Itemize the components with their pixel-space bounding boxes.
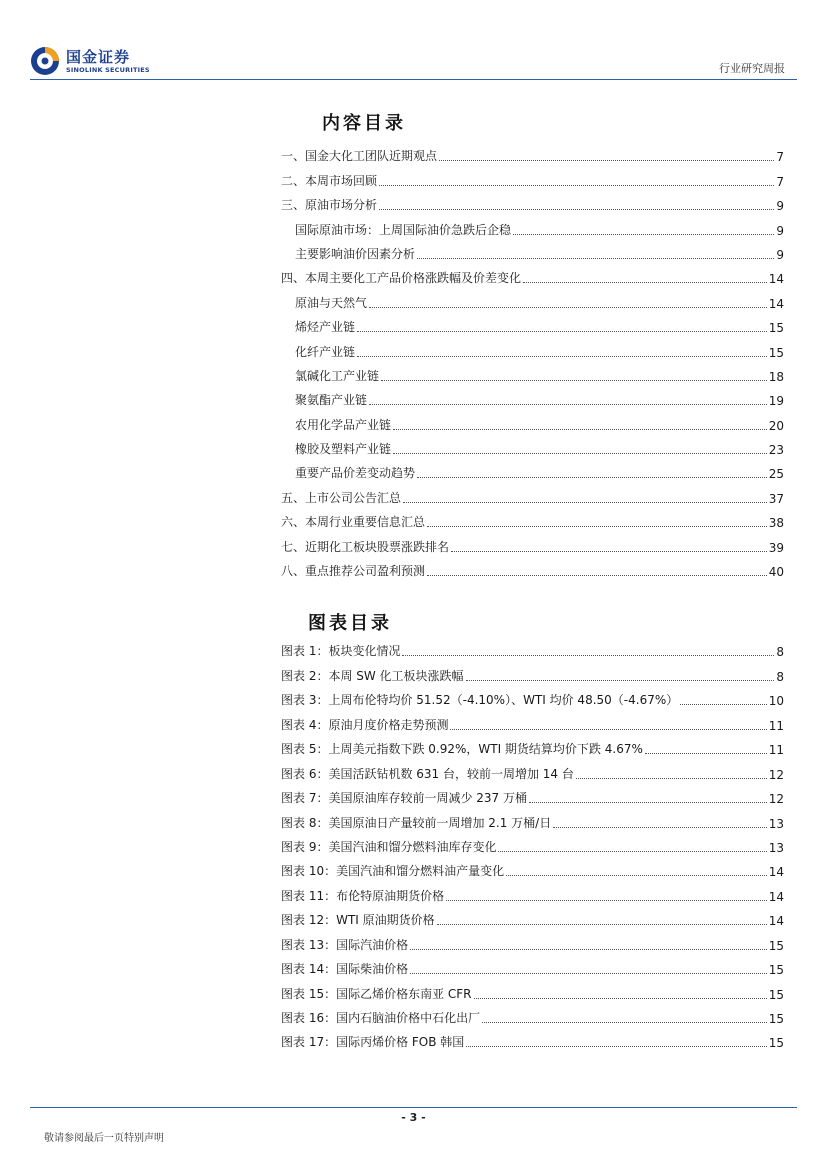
contents-entry[interactable] (281, 164, 784, 188)
chart-entry-title: 图表 12：WTI 原油期货价格 (281, 913, 435, 928)
chart-entry[interactable] (281, 855, 784, 879)
contents-entry[interactable] (281, 555, 784, 579)
dot-leader (417, 257, 774, 259)
dot-leader (410, 972, 767, 974)
contents-title: 内容目录 (322, 113, 406, 134)
chart-entry[interactable] (281, 879, 784, 903)
contents-entry-title: 五、上市公司公告汇总 (281, 490, 402, 505)
contents-entry[interactable] (281, 433, 784, 457)
chart-entry-page: 15 (768, 1036, 784, 1051)
chart-entry-title: 图表 17：国际丙烯价格 FOB 韩国 (281, 1035, 465, 1050)
contents-entry-page: 9 (776, 247, 784, 262)
dot-leader (439, 159, 774, 161)
chart-entry[interactable] (281, 953, 784, 977)
chart-entry[interactable] (281, 708, 784, 732)
contents-entry-page: 37 (768, 491, 784, 506)
contents-entry-title: 六、本周行业重要信息汇总 (281, 515, 426, 530)
contents-entry-page: 14 (768, 296, 784, 311)
contents-entry-page: 39 (768, 540, 784, 555)
dot-leader (466, 1045, 766, 1047)
dot-leader (576, 777, 767, 779)
dot-leader (451, 550, 767, 552)
chart-entry-title: 图表 15：国际乙烯价格东南亚 CFR (281, 986, 472, 1001)
contents-entry[interactable] (281, 457, 784, 481)
chart-entry-page: 14 (768, 914, 784, 929)
dot-leader (680, 703, 766, 705)
chart-entry-title: 图表 14：国际柴油价格 (281, 962, 409, 977)
chart-entry-title: 图表 1：板块变化情况 (281, 644, 401, 659)
chart-entry[interactable] (281, 831, 784, 855)
chart-entry-title: 图表 6：美国活跃钻机数 631 台，较前一周增加 14 台 (281, 766, 574, 781)
disclaimer-note: 敬请参阅最后一页特别声明 (44, 1133, 164, 1144)
contents-entry-page: 20 (768, 418, 784, 433)
contents-entry-title: 七、近期化工板块股票涨跌排名 (281, 539, 450, 554)
contents-entry-page: 18 (768, 369, 784, 384)
contents-entry-title: 农用化学品产业链 (295, 417, 392, 432)
chart-entry-title: 图表 5：上周美元指数下跌 0.92%，WTI 期货结算均价下跌 4.67% (281, 742, 643, 757)
contents-entry[interactable] (281, 262, 784, 286)
contents-entry[interactable] (281, 408, 784, 432)
dot-leader (466, 679, 775, 681)
dot-leader (446, 899, 767, 901)
chart-entry[interactable] (281, 684, 784, 708)
chart-entry-page: 15 (768, 987, 784, 1002)
chart-entry[interactable] (281, 806, 784, 830)
chart-entry-title: 图表 13：国际汽油价格 (281, 937, 409, 952)
contents-entry-page: 7 (776, 150, 784, 165)
dot-leader (450, 728, 766, 730)
contents-entry[interactable] (281, 335, 784, 359)
chart-entry-title: 图表 10：美国汽油和馏分燃料油产量变化 (281, 864, 505, 879)
chart-entry[interactable] (281, 1002, 784, 1026)
chart-entry[interactable] (281, 733, 784, 757)
contents-entry-title: 重要产品价差变动趋势 (295, 466, 416, 481)
contents-entry-page: 23 (768, 443, 784, 458)
contents-entry[interactable] (281, 189, 784, 213)
contents-entry-title: 主要影响油价因素分析 (295, 246, 416, 261)
chart-entry-page: 13 (768, 840, 784, 855)
contents-entry[interactable] (281, 384, 784, 408)
chart-entry-page: 15 (768, 963, 784, 978)
contents-entry-title: 三、原油市场分析 (281, 198, 378, 213)
dot-leader (393, 428, 767, 430)
page-number: - 3 - (401, 1111, 426, 1124)
contents-entry-title: 氯碱化工产业链 (295, 368, 380, 383)
contents-entry-page: 40 (768, 565, 784, 580)
contents-list (281, 140, 784, 579)
contents-entry-title: 国际原油市场：上周国际油价急跌后企稳 (295, 222, 512, 237)
contents-entry-page: 14 (768, 272, 784, 287)
chart-entry-title: 图表 16：国内石脑油价格中石化出厂 (281, 1011, 481, 1025)
company-logo (30, 46, 160, 78)
footer-divider (30, 1107, 797, 1108)
dot-leader (381, 379, 767, 381)
chart-entry-page: 12 (768, 767, 784, 782)
dot-leader (645, 752, 767, 754)
dot-leader (529, 801, 767, 803)
contents-entry[interactable] (281, 140, 784, 164)
contents-entry-title: 原油与天然气 (295, 295, 368, 310)
chart-entry[interactable] (281, 782, 784, 806)
contents-entry[interactable] (281, 286, 784, 310)
sinolink-logo-icon (30, 46, 60, 76)
dot-leader (553, 826, 767, 828)
contents-entry[interactable] (281, 360, 784, 384)
charts-list (281, 635, 784, 1050)
dot-leader (427, 574, 767, 576)
contents-entry-page: 15 (768, 345, 784, 360)
chart-entry-title: 图表 4：原油月度价格走势预测 (281, 717, 449, 732)
dot-leader (474, 997, 767, 999)
chart-entry-page: 14 (768, 889, 784, 904)
chart-entry[interactable] (281, 635, 784, 659)
chart-entry-page: 11 (768, 718, 784, 733)
contents-entry-page: 9 (776, 223, 784, 238)
dot-leader (417, 476, 767, 478)
dot-leader (482, 1021, 767, 1023)
contents-entry-title: 烯烃产业链 (295, 320, 356, 335)
chart-entry-page: 12 (768, 792, 784, 807)
dot-leader (427, 525, 767, 527)
report-type: 行业研究周报 (719, 62, 785, 75)
chart-entry[interactable] (281, 659, 784, 683)
dot-leader (357, 355, 767, 357)
dot-leader (513, 233, 774, 235)
chart-entry[interactable] (281, 757, 784, 781)
chart-entry-page: 15 (768, 938, 784, 953)
dot-leader (506, 874, 767, 876)
contents-entry-page: 15 (768, 321, 784, 336)
chart-entry-title: 图表 8：美国原油日产量较前一周增加 2.1 万桶/日 (281, 815, 552, 830)
dot-leader (369, 306, 767, 308)
contents-entry[interactable] (281, 506, 784, 530)
contents-entry-page: 19 (768, 394, 784, 409)
chart-entry-page: 15 (768, 1012, 784, 1026)
logo-chinese-name: 国金证券 (66, 48, 131, 66)
chart-entry[interactable] (281, 1026, 784, 1050)
contents-entry-page: 25 (768, 467, 784, 482)
contents-entry-page: 38 (768, 516, 784, 531)
logo-english-name: SINOLINK SECURITIES (66, 66, 150, 74)
dot-leader (410, 948, 767, 950)
contents-entry-title: 橡胶及塑料产业链 (295, 442, 392, 457)
contents-entry-title: 一、国金大化工团队近期观点 (281, 149, 438, 164)
contents-entry[interactable] (281, 213, 784, 237)
contents-entry-title: 八、重点推荐公司盈利预测 (281, 564, 426, 579)
contents-entry[interactable] (281, 311, 784, 335)
dot-leader (379, 184, 774, 186)
dot-leader (402, 654, 774, 656)
header-divider (30, 79, 797, 80)
dot-leader (498, 850, 766, 852)
contents-entry-page: 7 (776, 174, 784, 189)
chart-entry-title: 图表 7：美国原油库存较前一周减少 237 万桶 (281, 791, 527, 806)
charts-title: 图表目录 (308, 613, 392, 634)
chart-entry-title: 图表 9：美国汽油和馏分燃料油库存变化 (281, 839, 497, 854)
chart-entry-page: 8 (776, 669, 784, 684)
dot-leader (369, 403, 767, 405)
chart-entry[interactable] (281, 977, 784, 1001)
dot-leader (357, 330, 767, 332)
dot-leader (403, 501, 767, 503)
chart-entry[interactable] (281, 928, 784, 952)
dot-leader (393, 452, 767, 454)
chart-entry-page: 11 (768, 743, 784, 758)
contents-entry-title: 化纤产业链 (295, 344, 356, 359)
chart-entry-page: 13 (768, 816, 784, 831)
dot-leader (437, 923, 767, 925)
contents-entry-title: 四、本周主要化工产品价格涨跌幅及价差变化 (281, 271, 522, 286)
chart-entry-page: 10 (768, 694, 784, 709)
chart-entry-page: 14 (768, 865, 784, 880)
contents-entry[interactable] (281, 481, 784, 505)
contents-entry-title: 二、本周市场回顾 (281, 173, 378, 188)
chart-entry-title: 图表 3：上周布伦特均价 51.52（-4.10%）、WTI 均价 48.50（-4.67%） (281, 693, 679, 708)
contents-entry[interactable] (281, 238, 784, 262)
chart-entry-title: 图表 2：本周 SW 化工板块涨跌幅 (281, 668, 464, 683)
chart-entry[interactable] (281, 904, 784, 928)
contents-entry-title: 聚氨酯产业链 (295, 393, 368, 408)
dot-leader (379, 208, 774, 210)
dot-leader (523, 281, 767, 283)
contents-entry-page: 9 (776, 199, 784, 214)
chart-entry-title: 图表 11：布伦特原油期货价格 (281, 888, 445, 903)
contents-entry[interactable] (281, 530, 784, 554)
chart-entry-page: 8 (776, 645, 784, 660)
